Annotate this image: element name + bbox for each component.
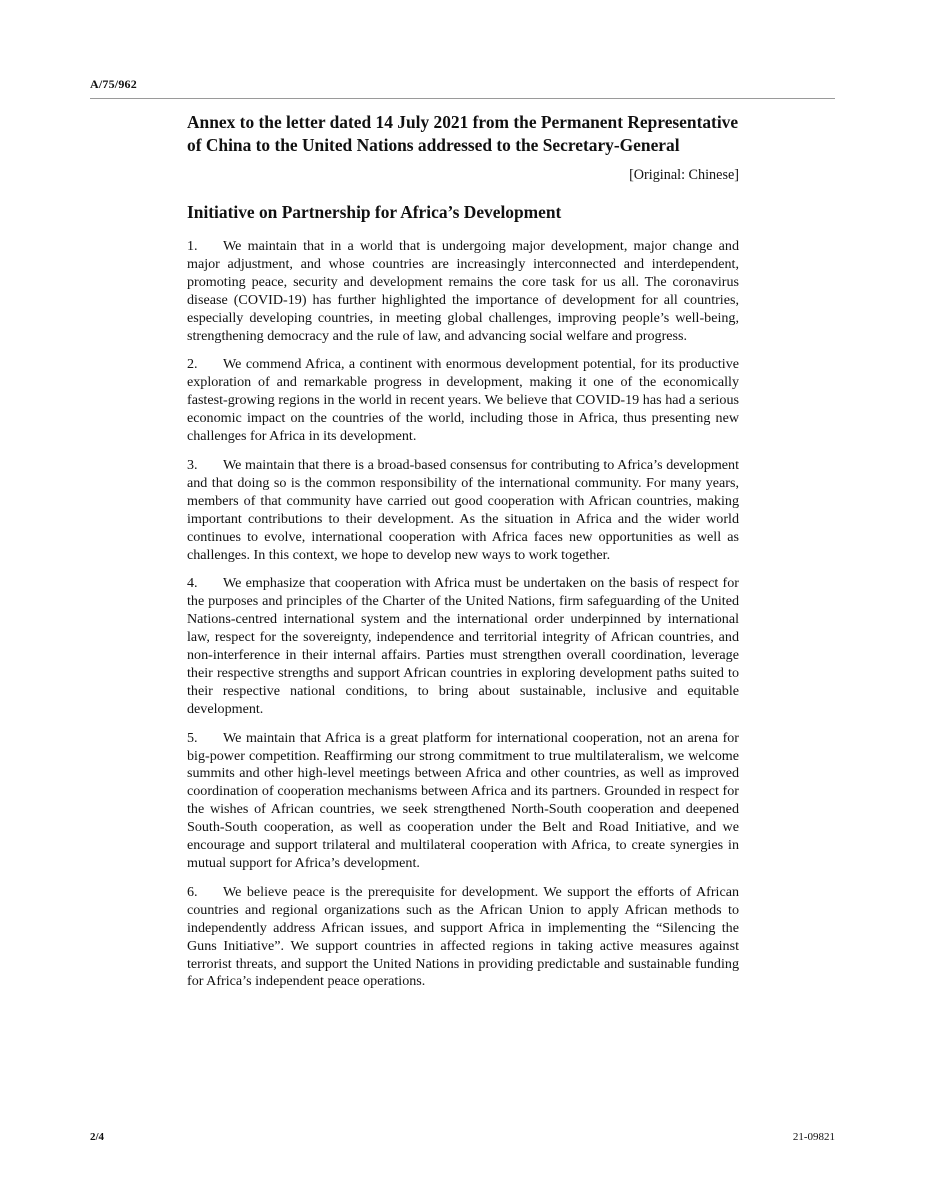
document-code: 21-09821	[792, 1131, 835, 1143]
paragraph-text: We believe peace is the prerequisite for development. We support the efforts of African countries and regional organizations such as the African Union to apply African methods to independently address African issues, and support Africa in implementing the “Silencing the Guns Initiative”. We support countries in affected regions in taking active measures against terrorist threats, and support the United Nations in providing predictable and sustainable funding for Africa’s independent peace operations.	[187, 883, 739, 990]
initiative-title: Initiative on Partnership for Africa’s Development	[187, 202, 562, 222]
paragraph-2	[187, 356, 739, 446]
paragraph-5	[187, 730, 739, 873]
header-divider	[90, 98, 835, 99]
paragraph-number: 4.	[187, 575, 198, 592]
paragraph-4	[187, 575, 739, 718]
annex-title: Annex to the letter dated 14 July 2021 from the Permanent Representative of China to the United Nations addressed to the Secretary-General	[187, 112, 739, 155]
paragraph-1	[187, 238, 739, 345]
paragraph-text: We commend Africa, a continent with enormous development potential, for its productive exploration of and remarkable progress in development, making it one of the economically fastest-growing regions in the world in recent years. We believe that COVID-19 has had a serious economic impact on the countries of the world, including those in Africa, thus presenting new challenges for Africa in its development.	[187, 356, 739, 445]
paragraph-text: We maintain that in a world that is undergoing major development, major change and major adjustment, and whose countries are increasingly interconnected and interdependent, promoting peace, security and development remains the core task for us all. The coronavirus disease (COVID-19) has further highlighted the importance of development for all countries, especially developing countries, in meeting global challenges, improving people’s well-being, strengthening democracy and the rule of law, and advancing social welfare and progress.	[187, 238, 739, 344]
paragraph-number: 5.	[187, 729, 198, 746]
paragraph-6	[187, 884, 739, 991]
paragraph-number: 1.	[187, 238, 198, 254]
paragraph-number: 2.	[187, 356, 198, 373]
paragraph-number: 6.	[187, 883, 198, 900]
paragraph-text: We emphasize that cooperation with Africa must be undertaken on the basis of respect for the purposes and principles of the Charter of the United Nations, firm safeguarding of the United Nations-centred international system and the international order underpinned by international law, respect for the sovereignty, independence and territorial integrity of African countries, and non-interference in their internal affairs. Parties must strengthen overall coordination, leverage their respective strengths and support African countries in exploring development paths suited to their respective national conditions, to bring about sustainable, inclusive and equitable development.	[187, 575, 739, 717]
page-number: 2/4	[90, 1131, 105, 1143]
paragraph-list	[187, 238, 739, 991]
paragraph-number: 3.	[187, 456, 198, 473]
paragraph-3	[187, 457, 739, 564]
document-body	[187, 111, 739, 1002]
original-language-note: [Original: Chinese]	[629, 167, 739, 183]
document-symbol: A/75/962	[90, 77, 137, 91]
paragraph-text: We maintain that Africa is a great platform for international cooperation, not an arena for big-power competition. Reaffirming our strong commitment to true multilateralism, we welcome summits and other high-level meetings between Africa and other countries, as well as improved coordination of cooperation mechanisms between Africa and its partners. Grounded in respect for the wishes of African countries, we seek strengthened North-South cooperation and deepened South-South cooperation, as well as cooperation under the Belt and Road Initiative, and we encourage and support trilateral and multilateral cooperation with Africa, to create synergies in mutual support for Africa’s development.	[187, 729, 739, 871]
paragraph-text: We maintain that there is a broad-based consensus for contributing to Africa’s development and that doing so is the common responsibility of the international community. For many years, members of that community have carried out good cooperation with African countries, making important contributions to their development. As the situation in Africa and the wider world continues to evolve, international cooperation with Africa faces new opportunities as well as challenges. In this context, we hope to develop new ways to work together.	[187, 456, 739, 563]
